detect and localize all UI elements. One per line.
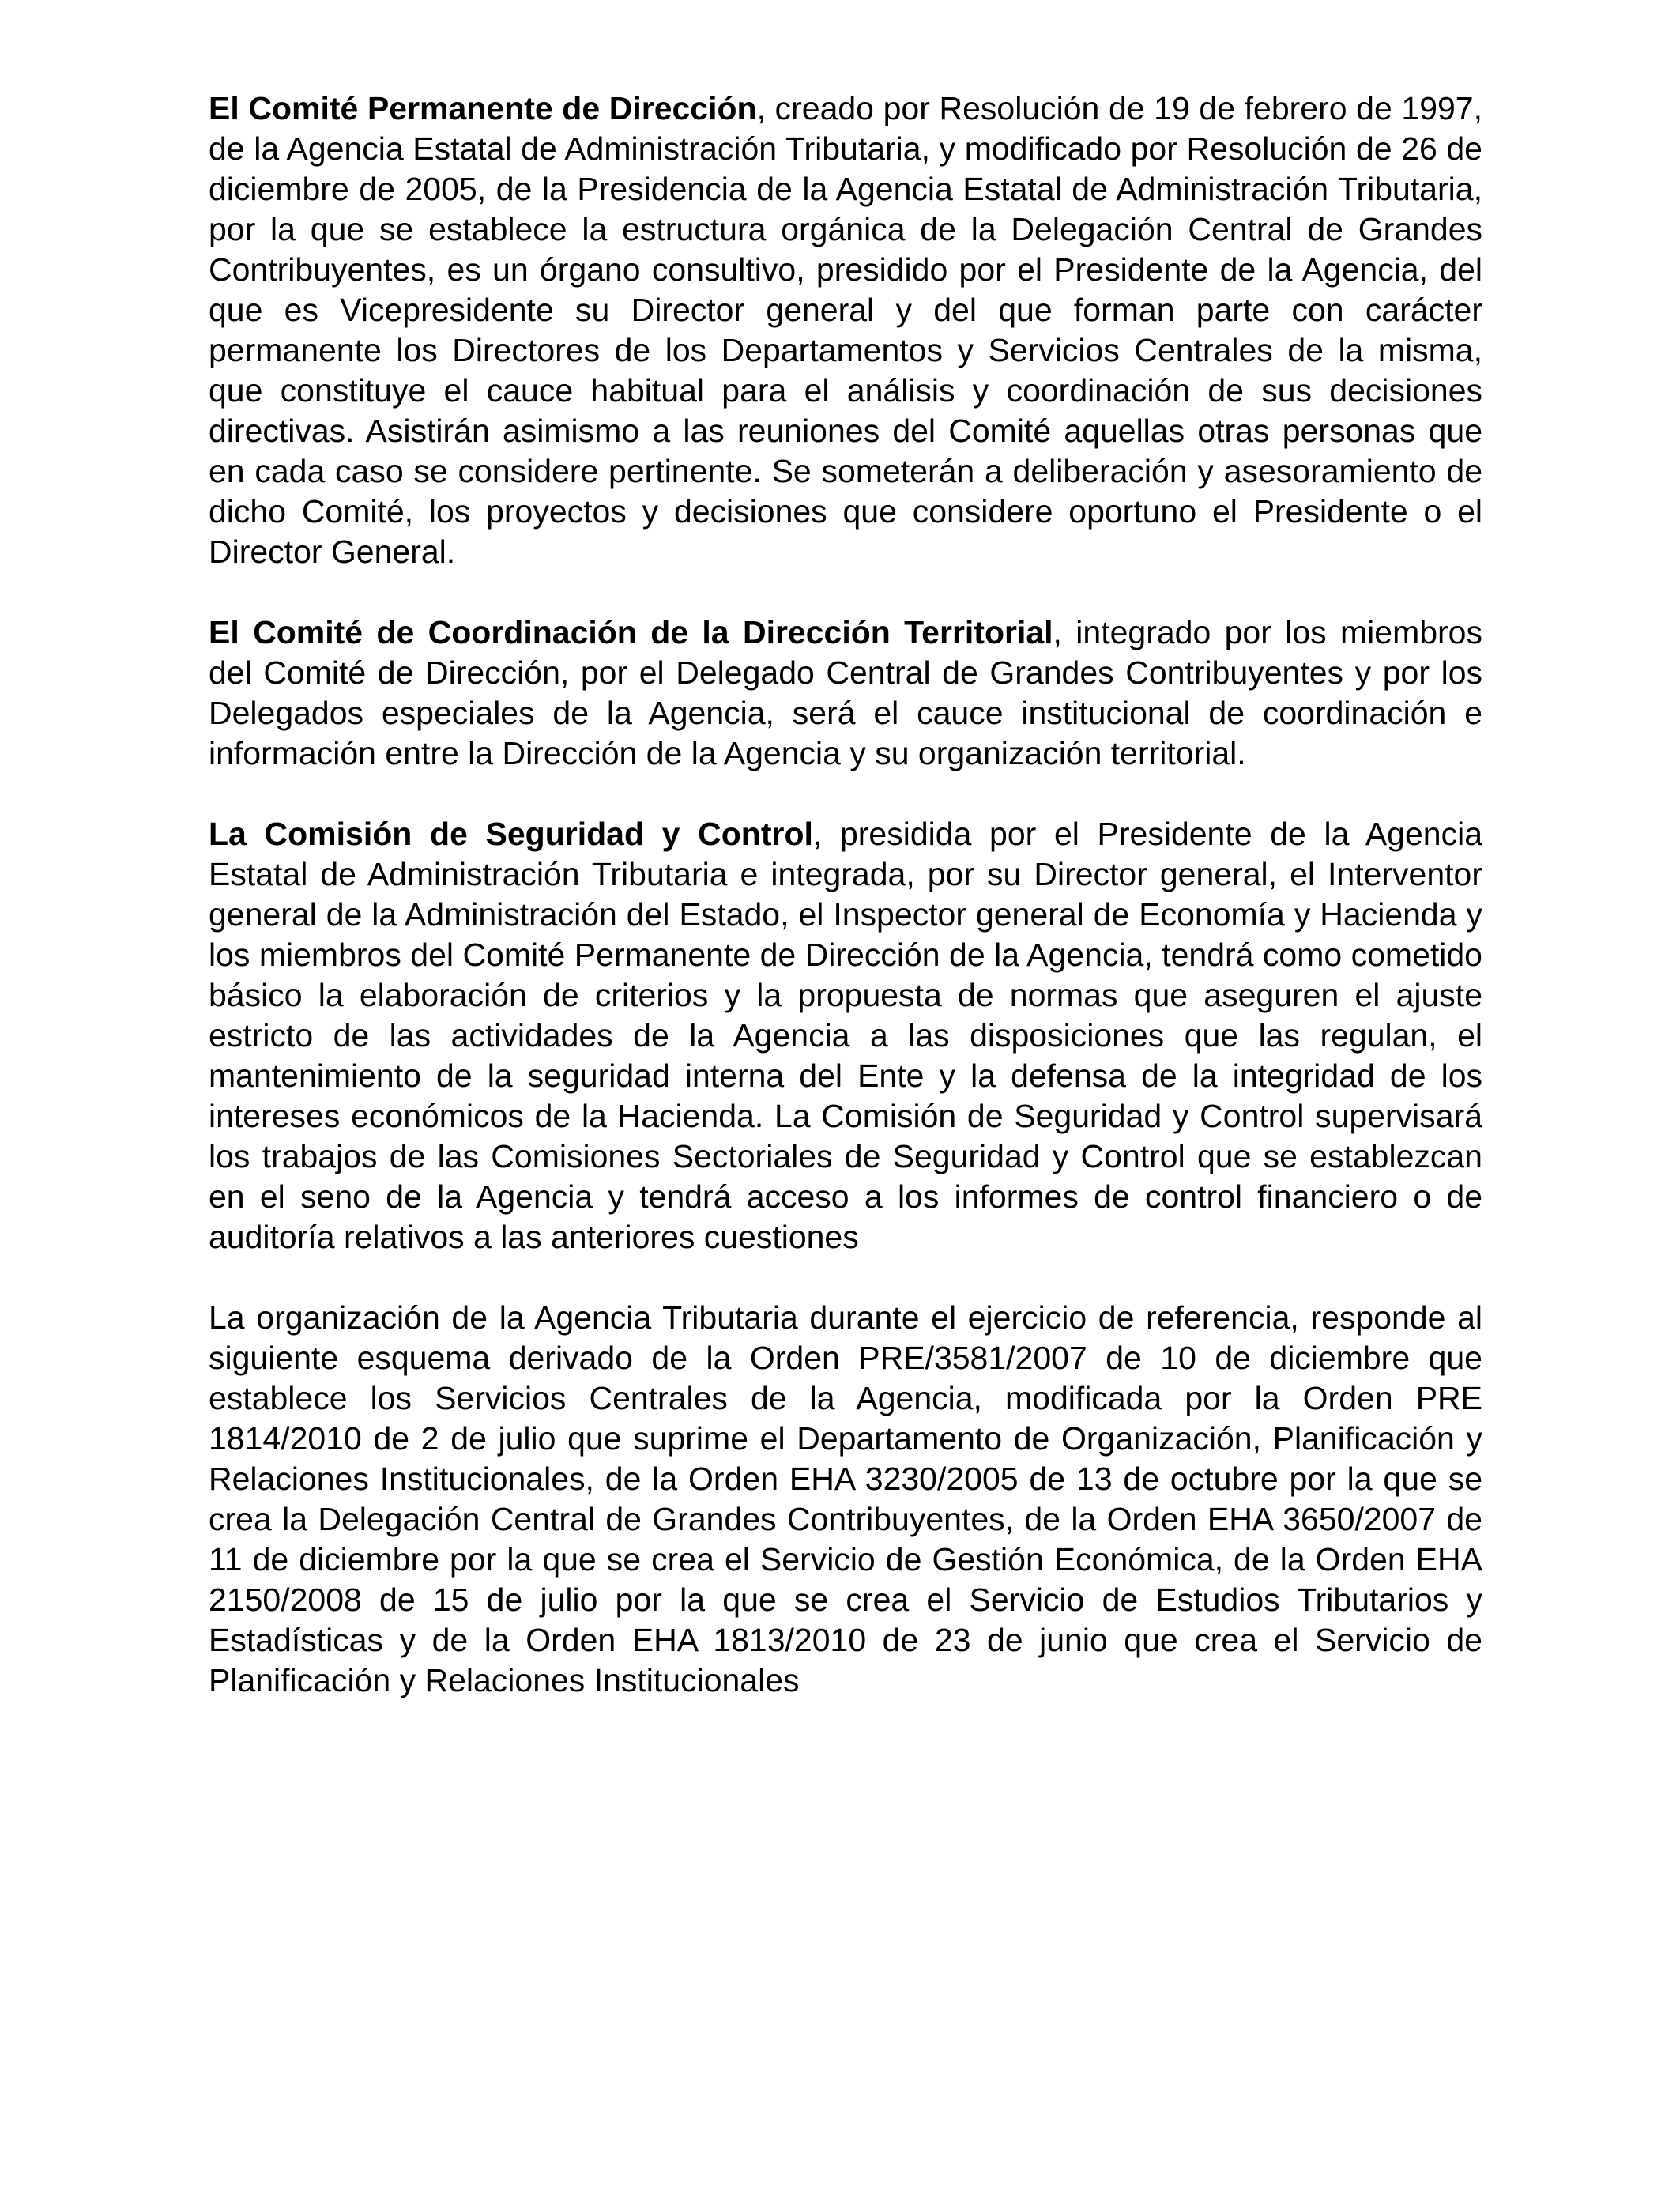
paragraph-comision-seguridad (209, 814, 1482, 1257)
paragraph-heading: La Comisión de Seguridad y Control (209, 816, 813, 852)
paragraph-text: , integrado por los miembros del Comité de Dirección, por el Delegado Central de Grandes Contribuyentes y por los Delegados especiales de la Agencia, será el cauce institucional de coordinación e información entre la Dirección de la Agencia y su organización territorial. (209, 614, 1482, 771)
paragraph-heading: El Comité Permanente de Dirección (209, 90, 757, 126)
document-body (209, 89, 1482, 1741)
paragraph-text: La organización de la Agencia Tributaria durante el ejercicio de referencia, responde al siguiente esquema derivado de la Orden PRE/3581/2007 de 10 de diciembre que establece los Servicios Centrales de la Agencia, modificada por la Orden PRE 1814/2010 de 2 de julio que suprime el Departamento de Organización, Planificación y Relaciones Institucionales, de la Orden EHA 3230/2005 de 13 de octubre por la que se crea la Delegación Central de Grandes Contribuyentes, de la Orden EHA 3650/2007 de 11 de diciembre por la que se crea el Servicio de Gestión Económica, de la Orden EHA 2150/2008 de 15 de julio por la que se crea el Servicio de Estudios Tributarios y Estadísticas y de la Orden EHA 1813/2010 de 23 de junio que crea el Servicio de Planificación y Relaciones Institucionales (209, 1299, 1482, 1698)
paragraph-comite-permanente (209, 89, 1482, 572)
paragraph-organizacion (209, 1298, 1482, 1701)
paragraph-heading: El Comité de Coordinación de la Dirección Territorial (209, 614, 1053, 650)
paragraph-text: , creado por Resolución de 19 de febrero de 1997, de la Agencia Estatal de Administración Tributaria, y modificado por Resolución de 26 de diciembre de 2005, de la Presidencia de la Agencia Estatal de Administración Tributaria, por la que se establece la estructura orgánica de la Delegación Central de Grandes Contribuyentes, es un órgano consultivo, presidido por el Presidente de la Agencia, del que es Vicepresidente su Director general y del que forman parte con carácter permanente los Directores de los Departamentos y Servicios Centrales de la misma, que constituye el cauce habitual para el análisis y coordinación de sus decisiones directivas. Asistirán asimismo a las reuniones del Comité aquellas otras personas que en cada caso se considere pertinente. Se someterán a deliberación y asesoramiento de dicho Comité, los proyectos y decisiones que considere oportuno el Presidente o el Director General. (209, 90, 1482, 570)
paragraph-text: , presidida por el Presidente de la Agencia Estatal de Administración Tributaria e integrada, por su Director general, el Interventor general de la Administración del Estado, el Inspector general de Economía y Hacienda y los miembros del Comité Permanente de Dirección de la Agencia, tendrá como cometido básico la elaboración de criterios y la propuesta de normas que aseguren el ajuste estricto de las actividades de la Agencia a las disposiciones que las regulan, el mantenimiento de la seguridad interna del Ente y la defensa de la integridad de los intereses económicos de la Hacienda. La Comisión de Seguridad y Control supervisará los trabajos de las Comisiones Sectoriales de Seguridad y Control que se establezcan en el seno de la Agencia y tendrá acceso a los informes de control financiero o de auditoría relativos a las anteriores cuestiones (209, 816, 1483, 1255)
paragraph-comite-coordinacion (209, 613, 1482, 774)
